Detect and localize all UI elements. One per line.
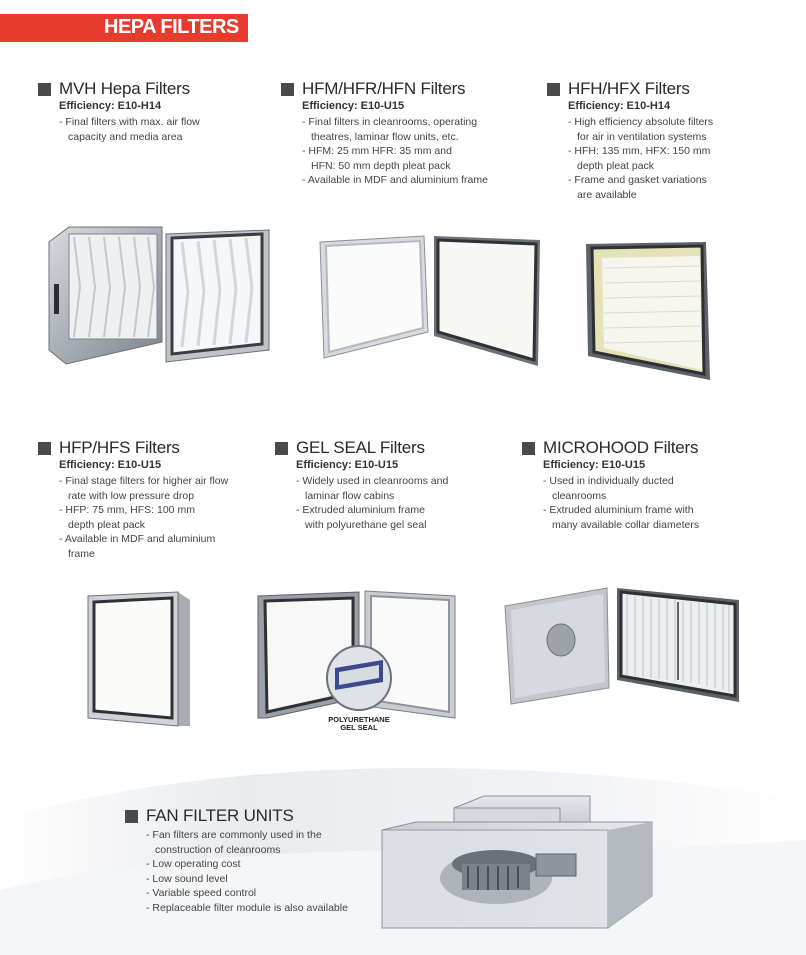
bullet-square-icon [547, 83, 560, 96]
bullet-text: frame [68, 547, 95, 560]
efficiency-text: Efficiency: E10-U15 [59, 459, 162, 471]
bullet-text: - Low operating cost [146, 858, 241, 870]
page-title: HEPA FILTERS [104, 16, 239, 38]
bullet-text: rate with low pressure drop [68, 489, 195, 502]
bullet-text: theatres, laminar flow units, etc. [311, 130, 459, 143]
section-title: HFP/HFS Filters [59, 438, 180, 457]
bullet-text: are available [577, 188, 637, 201]
microhood-filter-image [503, 584, 743, 706]
bullet-text: - Frame and gasket variations [568, 174, 707, 186]
bullet-text: HFN: 50 mm depth pleat pack [311, 159, 451, 172]
bullet-text: - HFH: 135 mm, HFX: 150 mm [568, 145, 711, 157]
section-hfh [547, 79, 713, 202]
bullet-text: many available collar diameters [552, 518, 700, 531]
bullet-square-icon [281, 83, 294, 96]
bullet-square-icon [275, 442, 288, 455]
gel-seal-label-line2: GEL SEAL [340, 723, 378, 732]
section-hfp [38, 438, 228, 561]
bullet-square-icon [125, 810, 138, 823]
bullet-square-icon [38, 83, 51, 96]
bullet-text: - Extruded aluminium frame [296, 504, 425, 516]
bullet-text: - Fan filters are commonly used in the [146, 829, 322, 841]
section-microhood [522, 438, 699, 532]
section-title: MICROHOOD Filters [543, 438, 699, 457]
bullet-text: - Final filters with max. air flow [59, 116, 200, 128]
mvh-filter-image [44, 222, 274, 372]
bullet-text: - Available in MDF and aluminium frame [302, 174, 488, 186]
hfm-filter-image [316, 232, 544, 372]
hfh-filter-image [582, 238, 714, 384]
bullet-text: - Final filters in cleanrooms, operating [302, 116, 478, 128]
bullet-text: cleanrooms [552, 489, 607, 502]
bullet-square-icon [522, 442, 535, 455]
bullet-text: depth pleat pack [577, 159, 655, 172]
bullet-text: - Variable speed control [146, 887, 257, 899]
section-title: FAN FILTER UNITS [146, 806, 294, 825]
gel-seal-label-line1: POLYURETHANE [328, 715, 390, 724]
bullet-text: - Used in individually ducted [543, 475, 674, 487]
bullet-square-icon [38, 442, 51, 455]
bullet-text: - High efficiency absolute filters [568, 116, 714, 128]
hfp-filter-image [86, 590, 194, 730]
bullet-text: - Low sound level [146, 872, 228, 885]
section-title: MVH Hepa Filters [59, 79, 190, 98]
section-mvh [38, 79, 200, 144]
fan-filter-unit-image [376, 794, 656, 934]
bullet-text: construction of cleanrooms [155, 843, 281, 856]
bullet-text: for air in ventilation systems [577, 130, 707, 143]
bullet-text: - Widely used in cleanrooms and [296, 475, 449, 487]
section-title: GEL SEAL Filters [296, 438, 425, 457]
efficiency-text: Efficiency: E10-U15 [302, 100, 405, 112]
section-title: HFH/HFX Filters [568, 79, 690, 98]
bullet-text: laminar flow cabins [305, 489, 395, 502]
bullet-text: - Replaceable filter module is also available [146, 901, 348, 914]
efficiency-text: Efficiency: E10-U15 [296, 459, 399, 471]
bullet-text: - HFP: 75 mm, HFS: 100 mm [59, 504, 195, 516]
efficiency-text: Efficiency: E10-H14 [59, 100, 162, 112]
bullet-text: - HFM: 25 mm HFR: 35 mm and [302, 145, 452, 157]
section-gel-seal [275, 438, 448, 532]
efficiency-text: Efficiency: E10-H14 [568, 100, 671, 112]
bullet-text: capacity and media area [68, 130, 183, 143]
section-fan-filter-units [125, 806, 348, 915]
efficiency-text: Efficiency: E10-U15 [543, 459, 646, 471]
bullet-text: - Final stage filters for higher air flow [59, 475, 229, 487]
bullet-text: - Available in MDF and aluminium [59, 533, 216, 545]
section-hfm [281, 79, 488, 188]
section-title: HFM/HFR/HFN Filters [302, 79, 466, 98]
bullet-text: with polyurethane gel seal [305, 518, 427, 531]
bullet-text: depth pleat pack [68, 518, 146, 531]
bullet-text: - Extruded aluminium frame with [543, 504, 694, 516]
gel-seal-filter-image [255, 588, 463, 728]
gel-seal-label [319, 716, 399, 732]
